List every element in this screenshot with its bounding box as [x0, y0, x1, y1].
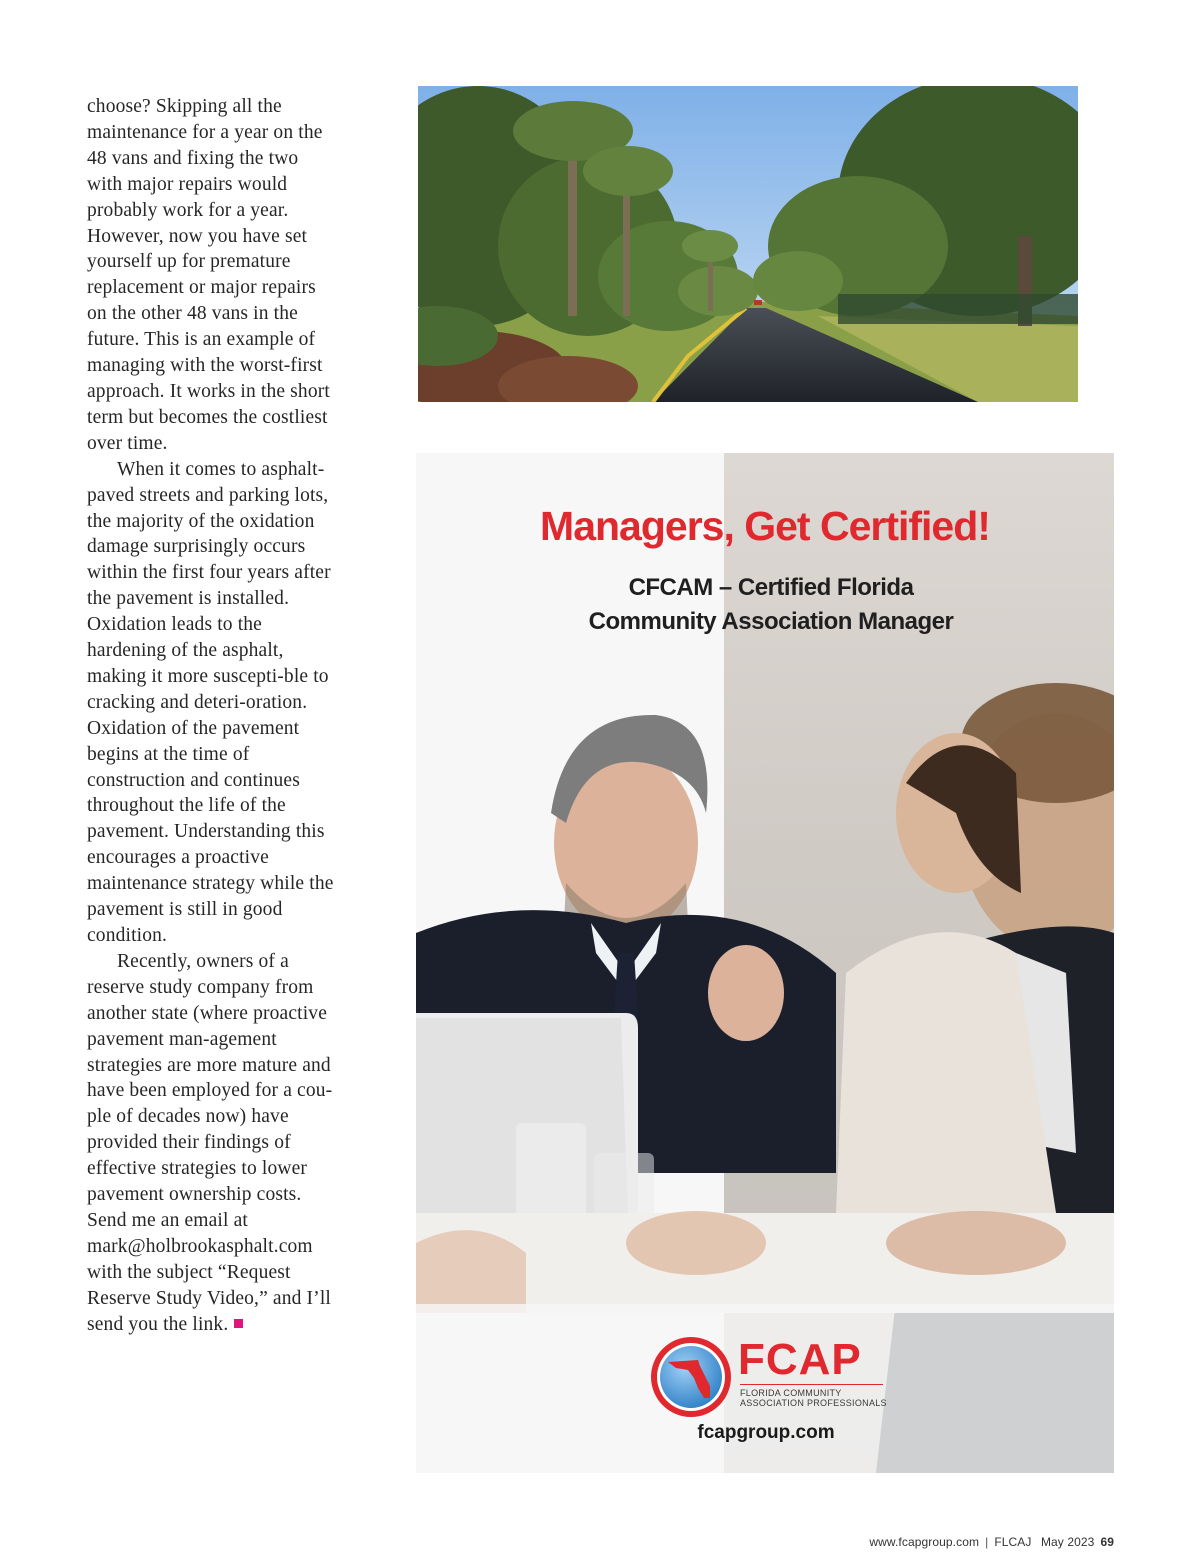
fcap-logo [648, 1334, 888, 1414]
logo-divider [740, 1384, 883, 1385]
article-paragraph-last [87, 949, 337, 1338]
end-of-article-mark [234, 1319, 243, 1328]
road-photo-illustration [418, 86, 1078, 402]
article-paragraph: choose? Skipping all the maintenance for a year on the 48 vans and fixing the two with major repairs would probably work for a year. However, now you have set yourself up for premature replacement or major repairs on the other 48 vans in the future. This is an example of managing with the worst-first approach. It works in the short term but becomes the costliest over time. [87, 96, 330, 454]
article-paragraph-text: Recently, owners of a reserve study company from another state (where proactive pavement man-agement strategies are more mature and have been employed for a cou-ple of decades now) have provided their findings of effective strategies to lower pavement ownership costs. Send me an email at mark@holbrookasphalt.com with the subject “Request Reserve Study Video,” and I’ll send you the link. [87, 950, 333, 1335]
fcap-advertisement[interactable] [416, 453, 1114, 1473]
article-body [87, 94, 337, 1338]
ad-website-link[interactable]: fcapgroup.com [697, 1422, 835, 1443]
footer-separator: | [985, 1535, 989, 1549]
ad-subheadline-line: CFCAM – Certified Florida [628, 574, 914, 601]
road-photo [418, 86, 1078, 402]
ad-subheadline-line: Community Association Manager [588, 608, 954, 635]
logo-tagline-line: ASSOCIATION PROFESSIONALS [740, 1398, 887, 1408]
ad-headline: Managers, Get Certified! [540, 503, 990, 549]
logo-wordmark: FCAP [738, 1335, 862, 1384]
footer-site: www.fcapgroup.com [869, 1535, 980, 1549]
page-footer [869, 1535, 1114, 1549]
footer-publication: FLCAJ [994, 1535, 1032, 1549]
ad-subheadline [416, 571, 1114, 639]
page-number: 69 [1100, 1535, 1114, 1549]
florida-globe-icon [648, 1334, 734, 1420]
footer-issue: May 2023 [1040, 1535, 1095, 1549]
article-paragraph: When it comes to asphalt-paved streets and parking lots, the majority of the oxidation damage surprisingly occurs within the first four years after the pavement is installed. Oxidation leads to the hardening of the asphalt, making it more suscepti-ble to cracking and deteri-oration. Oxidation of the pavement begins at the time of construction and continues throughout the life of the pavement. Understanding this encourages a proactive maintenance strategy while the pavement is still in good condition. [87, 458, 334, 946]
logo-tagline-line: FLORIDA COMMUNITY [740, 1388, 842, 1398]
logo-tagline [740, 1388, 887, 1408]
ad-footer [416, 1304, 1114, 1473]
